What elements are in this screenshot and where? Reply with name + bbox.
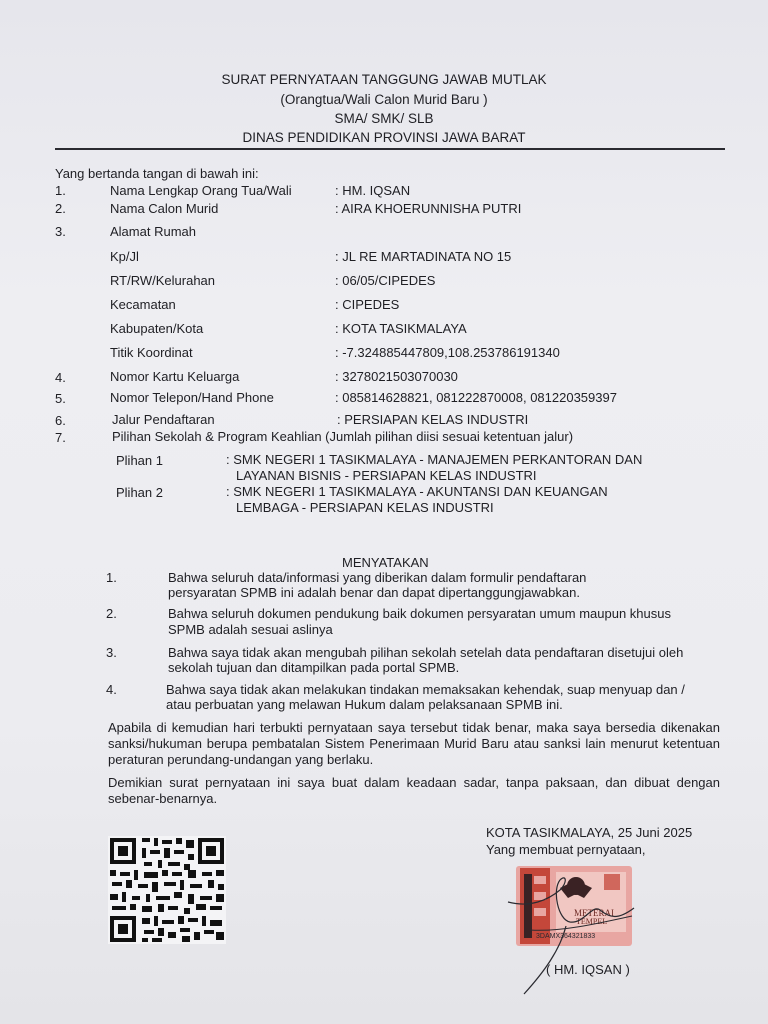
field-label: Nama Calon Murid xyxy=(110,201,219,216)
field-value: : KOTA TASIKMALAYA xyxy=(335,321,467,336)
closing-statement: Demikian surat pernyataan ini saya buat dalam keadaan sadar, tanpa paksaan, dan dibuat dengan sebenar-benarnya. xyxy=(108,775,720,806)
stamp-subtitle: TEMPEL xyxy=(576,917,608,926)
place-date: KOTA TASIKMALAYA, 25 Juni 2025 xyxy=(486,825,693,840)
statement-num: 1. xyxy=(106,570,117,585)
field-label: Nomor Kartu Keluarga xyxy=(110,369,240,384)
field-label: Titik Koordinat xyxy=(110,345,193,360)
choice-label: Plihan 2 xyxy=(116,485,163,500)
field-label: Jalur Pendaftaran xyxy=(112,412,215,427)
field-num: 5. xyxy=(55,391,66,406)
field-label: Kp/Jl xyxy=(110,249,139,264)
choice-value-cont: LAYANAN BISNIS - PERSIAPAN KELAS INDUSTRI xyxy=(236,468,537,483)
field-num: 6. xyxy=(55,413,66,428)
field-num: 7. xyxy=(55,430,66,445)
doc-subtitle: (Orangtua/Wali Calon Murid Baru ) xyxy=(280,92,488,107)
statement-heading: MENYATAKAN xyxy=(342,555,429,570)
field-value: : PERSIAPAN KELAS INDUSTRI xyxy=(337,412,529,427)
field-value: : CIPEDES xyxy=(335,297,400,312)
signer-name: ( HM. IQSAN ) xyxy=(546,962,630,977)
statement-text-cont: SPMB adalah sesuai aslinya xyxy=(168,622,333,637)
field-value: : AIRA KHOERUNNISHA PUTRI xyxy=(335,201,522,216)
statement-num: 3. xyxy=(106,645,117,660)
handwritten-signature xyxy=(500,860,650,1000)
qr-finder-pattern xyxy=(198,838,224,864)
field-label: Nama Lengkap Orang Tua/Wali xyxy=(110,183,292,198)
doc-agency: DINAS PENDIDIKAN PROVINSI JAWA BARAT xyxy=(242,130,526,145)
statement-text: Bahwa saya tidak akan melakukan tindakan memaksakan kehendak, suap menyuap dan / xyxy=(166,682,685,697)
closing-paragraph: Apabila di kemudian hari terbukti pernyataan saya tersebut tidak benar, maka saya bersedia dikenakan sanksi/hukuman berupa pembatalan Sistem Penerimaan Murid Baru atau sanksi lain menurut ketentuan peraturan perundang-undangan yang berlaku. xyxy=(108,720,720,767)
field-label: Alamat Rumah xyxy=(110,224,196,239)
choice-label: Plihan 1 xyxy=(116,453,163,468)
intro-text: Yang bertanda tangan di bawah ini: xyxy=(55,166,259,181)
doc-school-types: SMA/ SMK/ SLB xyxy=(334,111,434,126)
field-value: : JL RE MARTADINATA NO 15 xyxy=(335,249,512,264)
field-num: 4. xyxy=(55,370,66,385)
qr-code-icon xyxy=(108,836,226,944)
doc-title: SURAT PERNYATAAN TANGGUNG JAWAB MUTLAK xyxy=(221,72,547,87)
field-value: : 085814628821, 081222870008, 081220359397 xyxy=(335,390,617,405)
header-divider xyxy=(55,148,725,150)
signer-caption: Yang membuat pernyataan, xyxy=(486,842,646,857)
field-label: Kecamatan xyxy=(110,297,176,312)
field-num: 1. xyxy=(55,183,66,198)
choice-value-cont: LEMBAGA - PERSIAPAN KELAS INDUSTRI xyxy=(236,500,494,515)
stamp-serial: 3DAMX364321833 xyxy=(536,933,596,940)
field-value: : HM. IQSAN xyxy=(335,183,411,198)
field-label: Nomor Telepon/Hand Phone xyxy=(110,390,274,405)
field-value: : 3278021503070030 xyxy=(335,369,458,384)
qr-finder-pattern xyxy=(110,838,136,864)
choice-value: : SMK NEGERI 1 TASIKMALAYA - MANAJEMEN PERKANTORAN DAN xyxy=(226,452,643,467)
statement-num: 4. xyxy=(106,682,117,697)
field-label: RT/RW/Kelurahan xyxy=(110,273,216,288)
statement-text-cont: sekolah tujuan dan ditampilkan pada portal SPMB. xyxy=(168,660,460,675)
field-num: 2. xyxy=(55,201,66,216)
field-value: : 06/05/CIPEDES xyxy=(335,273,436,288)
statement-text-cont: persyaratan SPMB ini adalah benar dan dapat dipertanggungjawabkan. xyxy=(168,585,580,600)
statement-text: Bahwa saya tidak akan mengubah pilihan sekolah setelah data pendaftaran disetujui oleh xyxy=(168,645,684,660)
field-num: 3. xyxy=(55,224,66,239)
field-label: Kabupaten/Kota xyxy=(110,321,204,336)
field-label: Pilihan Sekolah & Program Keahlian (Jumlah pilihan diisi sesuai ketentuan jalur) xyxy=(112,429,574,444)
statement-text-cont: atau perbuatan yang melawan Hukum dalam pelaksanaan SPMB ini. xyxy=(166,697,563,712)
qr-finder-pattern xyxy=(110,916,136,942)
field-value: : -7.324885447809,108.253786191340 xyxy=(335,345,560,360)
statement-text: Bahwa seluruh dokumen pendukung baik dokumen persyaratan umum maupun khusus xyxy=(168,606,671,621)
statement-text: Bahwa seluruh data/informasi yang diberikan dalam formulir pendaftaran xyxy=(168,570,587,585)
choice-value: : SMK NEGERI 1 TASIKMALAYA - AKUNTANSI DAN KEUANGAN xyxy=(226,484,608,499)
statement-num: 2. xyxy=(106,606,117,621)
stamp-title: METERAI xyxy=(574,908,614,918)
